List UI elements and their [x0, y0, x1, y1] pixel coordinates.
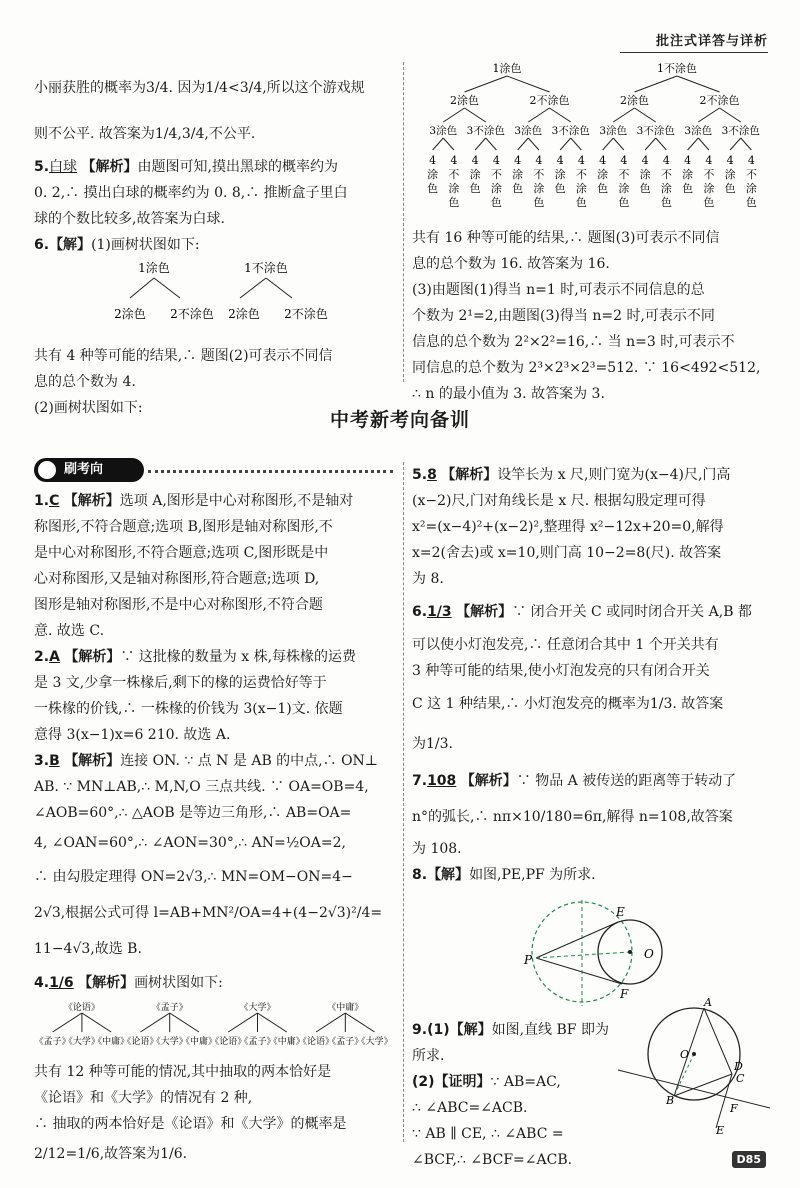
rq5-line: (x−2)尺,门对角线长是 x 尺. 根据勾股定理可得: [412, 493, 706, 509]
tree2-leaf: 色: [575, 196, 587, 209]
tree2-root: 1不涂色: [657, 62, 697, 75]
q5-line-1: 由题图可知,摸出黑球的概率约为: [137, 159, 338, 175]
tree2-leaf: 涂: [490, 182, 502, 195]
tree1-root-1: 1涂色: [138, 261, 170, 275]
tree2-leaf: 色: [660, 196, 672, 209]
tree2-leaf: 4: [684, 154, 692, 167]
tree2-leaf: 涂: [575, 182, 587, 195]
rq7-line: n°的弧长,∴ nπ×10/180=6π,解得 n=108,故答案: [412, 809, 733, 825]
q3-line: 2√3,根据公式可得 l=AB+MN²/OA=4+(4−2√3)²/4=: [34, 905, 383, 921]
tree2-leaf: 4: [641, 154, 649, 167]
q4-answer: 1/6: [49, 975, 74, 991]
q3-line: 4, ∠OAN=60°,∴ ∠AON=30°,∴ AN=½OA=2,: [34, 835, 346, 851]
tree2-leaf: 色: [490, 196, 502, 209]
book-branch: [228, 1013, 257, 1032]
book-leaf: 《中庸》: [180, 1037, 217, 1047]
q5-number: 5.: [34, 159, 50, 175]
tree2-leaf: 4: [620, 154, 628, 167]
tree2-leaf: 4: [599, 154, 607, 167]
tree2-branch: [465, 76, 508, 92]
tree2-leaf: 4: [662, 154, 670, 167]
rq7-tag: 【解析】: [460, 773, 517, 789]
tree2-branch: [741, 138, 752, 150]
tree2-branch: [475, 138, 486, 150]
q3-line: ∠AOB=60°,∴ △AOB 是等边三角形,∴ AB=OA=: [34, 805, 352, 821]
rq6-line: 为1/3.: [412, 736, 453, 752]
book-leaf: 《大学》: [151, 1037, 188, 1047]
rq8-tag: 【解】: [427, 867, 470, 883]
tr-line-7: ∴ n 的最小值为 3. 故答案为 3.: [412, 386, 605, 402]
tree2-leaf: 涂: [703, 182, 715, 195]
tree2-leaf: 4: [492, 154, 500, 167]
tree2-leaf: 色: [533, 196, 545, 209]
q3-line: ∴ 由勾股定理得 ON=2√3,∴ MN=OM−ON=4−: [34, 869, 353, 885]
tree2-leaf: 涂: [597, 168, 609, 181]
rq7-number: 7.: [412, 773, 428, 789]
tree2-leaf: 4: [450, 154, 458, 167]
tree-diagram-1: [34, 258, 394, 334]
tree2-branch: [656, 138, 667, 150]
tree2-leaf: 4: [705, 154, 713, 167]
tr-line-2: 息的总个数为 16. 故答案为 16.: [412, 256, 610, 272]
tree2-branch: [518, 138, 529, 150]
rq6-line: 可以使小灯泡发亮,∴ 任意闭合其中 1 个开关共有: [412, 637, 719, 653]
fig9-label-o: O: [680, 1048, 690, 1061]
tree2-leaf: 4: [556, 154, 564, 167]
section-badge: [34, 458, 144, 482]
tree2-branch: [528, 138, 539, 150]
book-leaf: 《中庸》: [268, 1037, 305, 1047]
tree2-leaf: 色: [618, 196, 630, 209]
rq8-line: 如图,PE,PF 为所求.: [469, 867, 596, 883]
tree2-level3: 3涂色: [599, 125, 628, 137]
column-divider: [403, 62, 404, 382]
rq7-line: 为 108.: [412, 841, 462, 857]
rq6-line: C 这 1 种结果,∴ 小灯泡发亮的概率为1/3. 故答案: [412, 696, 724, 712]
tr-line-6: 同信息的总个数为 2³×2³×2³=512. ∵ 16<492<512,: [412, 360, 761, 376]
q2-line: 是 3 文,少拿一株椽后,剩下的椽的运费恰好等于: [34, 675, 327, 691]
tree2-branch: [560, 138, 571, 150]
book-leaf: 《论语》: [210, 1037, 247, 1047]
q3-number: 3.: [34, 753, 50, 769]
book-leaf: 《论语》: [298, 1037, 335, 1047]
rq5-tag: 【解析】: [441, 467, 498, 483]
tree2-leaf: 4: [514, 154, 522, 167]
q4-line: 2/12=1/6,故答案为1/6.: [34, 1146, 188, 1162]
tree2-leaf: 涂: [724, 168, 736, 181]
tree2-leaf: 涂: [682, 168, 694, 181]
q5-answer: 白球: [49, 159, 78, 175]
section-title: 中考新考向备训: [329, 409, 470, 431]
tree2-branch: [550, 108, 571, 122]
rq7-line: ∵ 物品 A 被传送的距离等于转动了: [516, 773, 737, 789]
q1-line: 心对称图形,又是轴对称图形,符合题意;选项 D,: [34, 571, 320, 587]
q5-line-2: 0. 2,∴ 摸出白球的概率约为 0. 8,∴ 推断盒子里白: [34, 185, 348, 201]
q1-line: 是中心对称图形,不符合题意;选项 C,图形既是中: [34, 545, 329, 561]
tree2-branch: [677, 76, 720, 92]
dotted-rule: [148, 470, 393, 473]
tree2-leaf: 涂: [745, 182, 757, 195]
tree2-leaf: 色: [639, 182, 651, 195]
tree2-leaf: 4: [577, 154, 585, 167]
fig9-label-a: A: [704, 996, 712, 1009]
header-title: 批注式详答与详析: [655, 34, 768, 49]
prob-text-1: 小丽获胜的概率为3/4. 因为1/4<3/4,所以这个游戏规: [34, 80, 365, 96]
page-number: D85: [732, 1151, 766, 1168]
top-left-column: [34, 62, 394, 421]
q2-tag: 【解析】: [64, 649, 121, 665]
book-root: 《论语》: [63, 1003, 100, 1013]
q1-line: 意. 故选 C.: [34, 623, 105, 639]
tree2-leaf: 4: [471, 154, 479, 167]
rq9-tag: (1)【解】: [427, 1022, 492, 1038]
tree2-leaf: 不: [490, 168, 502, 181]
fig9-label-d: D: [734, 1060, 743, 1073]
book-branch: [316, 1013, 345, 1032]
q5-tag: 【解析】: [81, 159, 138, 175]
fig8-label-o: O: [644, 947, 654, 961]
tree2-leaf: 色: [554, 182, 566, 195]
q1-line: 称图形,不符合题意;选项 B,图形是轴对称图形,不: [34, 519, 333, 535]
tree2-branch: [698, 138, 709, 150]
book-leaf: 《中庸》: [93, 1037, 130, 1047]
fig8-label-f: F: [620, 987, 629, 1001]
q1-line: 选项 A,图形是中心对称图形,不是轴对: [119, 493, 354, 509]
tree2-branch: [528, 108, 549, 122]
q2-number: 2.: [34, 649, 50, 665]
tree2-level3: 3涂色: [429, 125, 458, 137]
tree2-leaf: 不: [660, 168, 672, 181]
tree-diagram-2: [412, 58, 772, 216]
q6-line-2: 共有 4 种等可能的结果,∴ 题图(2)可表示不同信: [34, 348, 333, 364]
rq6-line: 3 种等可能的结果,使小灯泡发亮的只有闭合开关: [412, 663, 710, 679]
book-leaf: 《大学》: [63, 1037, 100, 1047]
rq9-line: 如图,直线 BF 即为: [491, 1022, 609, 1038]
book-root: 《中庸》: [327, 1003, 364, 1013]
rq7-answer: 108: [427, 773, 457, 789]
tree2-leaf: 不: [745, 168, 757, 181]
bottom-left-column: [34, 488, 394, 1171]
tree2-leaf: 色: [745, 196, 757, 209]
q3-tag: 【解析】: [64, 753, 121, 769]
fig8-label-p: P: [524, 953, 533, 967]
q6-number: 6.: [34, 237, 50, 253]
rq6-number: 6.: [412, 604, 428, 620]
tree2-branch: [613, 138, 624, 150]
tree2-leaf: 色: [724, 182, 736, 195]
header-rule: [620, 52, 768, 53]
book-branch: [345, 1013, 374, 1032]
rq9-line: ∵ AB ∥ CE, ∴ ∠ABC =: [412, 1126, 564, 1142]
q4-line: ∴ 抽取的两本恰好是《论语》和《大学》的概率是: [34, 1116, 347, 1132]
tree2-leaf: 涂: [618, 182, 630, 195]
tree2-leaf: 涂: [512, 168, 524, 181]
tree2-leaf: 色: [703, 196, 715, 209]
book-branch: [258, 1013, 287, 1032]
tree2-leaf: 4: [429, 154, 437, 167]
tree2-leaf: 4: [535, 154, 543, 167]
q4-tag: 【解析】: [78, 975, 135, 991]
rq5-line: 为 8.: [412, 571, 444, 587]
tree2-leaf: 不: [618, 168, 630, 181]
tree2-branch: [443, 108, 464, 122]
tree2-leaf: 涂: [448, 182, 460, 195]
tree2-level3: 3不涂色: [466, 125, 505, 137]
pen-icon: [38, 461, 56, 479]
tree2-branch: [720, 108, 741, 122]
tree1-leaf-2: 2不涂色: [170, 307, 214, 321]
q5-line-3: 球的个数比较多,故答案为白球.: [34, 211, 225, 227]
tree2-leaf: 色: [469, 182, 481, 195]
tree2-level3: 3涂色: [684, 125, 713, 137]
rq6-line: ∵ 闭合开关 C 或同时闭合开关 A,B 都: [512, 604, 752, 620]
rq5-line: x²=(x−4)²+(x−2)²,整理得 x²−12x+20=0,解得: [412, 519, 724, 535]
tree2-branch: [688, 138, 699, 150]
tree2-branch: [603, 138, 614, 150]
tree2-branch: [698, 108, 719, 122]
tree2-leaf: 涂: [639, 168, 651, 181]
q6-tag: 【解】: [49, 237, 92, 253]
tree2-branch: [507, 76, 550, 92]
rq9-line: ∵ AB=AC,: [490, 1074, 561, 1090]
tree2-branch: [571, 138, 582, 150]
q4-line: 画树状图如下:: [134, 975, 223, 991]
rq9-number: 9.: [412, 1022, 428, 1038]
tree2-level3: 3涂色: [514, 125, 543, 137]
column-divider-2: [403, 462, 404, 1142]
rq6-tag: 【解析】: [456, 604, 513, 620]
q4-line: 《论语》和《大学》的情况有 2 种,: [34, 1090, 253, 1106]
rq5-line: 设竿长为 x 尺,则门宽为(x−4)尺,门高: [497, 467, 731, 483]
q1-number: 1.: [34, 493, 50, 509]
top-right-column: [412, 58, 772, 407]
tree2-branch: [486, 138, 497, 150]
q3-line: 11−4√3,故选 B.: [34, 941, 142, 957]
book-leaf: 《论语》: [122, 1037, 159, 1047]
rq8-number: 8.: [412, 867, 428, 883]
badge-label: 刷考向: [64, 462, 104, 477]
tree2-branch: [433, 138, 444, 150]
tr-line-3: (3)由题图(1)得当 n=1 时,可表示不同信息的总: [412, 282, 705, 298]
book-branch: [53, 1013, 82, 1032]
tree1-leaf-3: 2涂色: [228, 307, 260, 321]
q3-line: AB. ∵ MN⊥AB,∴ M,N,O 三点共线. ∵ OA=OB=4,: [34, 779, 369, 795]
tree2-leaf: 色: [682, 182, 694, 195]
prob-text-2: 则不公平. 故答案为1/4,3/4,不公平.: [34, 126, 256, 142]
tree2-leaf: 色: [427, 182, 439, 195]
rq9-line: 所求.: [412, 1048, 445, 1064]
q6-line-3: 息的总个数为 4.: [34, 374, 136, 390]
book-branch: [82, 1013, 111, 1032]
tree2-branch: [635, 76, 678, 92]
tree2-leaf: 涂: [427, 168, 439, 181]
q1-line: 图形是轴对称图形,不是中心对称图形,不符合题: [34, 597, 323, 613]
tree2-root: 1涂色: [492, 62, 522, 75]
tree1-root-2: 1不涂色: [244, 261, 288, 275]
rq5-answer: 8: [427, 467, 437, 483]
tree2-branch: [635, 108, 656, 122]
tree2-leaf: 色: [448, 196, 460, 209]
book-branch: [170, 1013, 199, 1032]
book-leaf: 《孟子》: [327, 1037, 364, 1047]
tr-line-1: 共有 16 种等可能的结果,∴ 题图(3)可表示不同信: [412, 230, 720, 246]
tree2-leaf: 涂: [660, 182, 672, 195]
q4-number: 4.: [34, 975, 50, 991]
q2-answer: A: [49, 649, 60, 665]
tree1-leaf-4: 2不涂色: [284, 307, 328, 321]
fig9-label-b: B: [666, 1094, 675, 1107]
tree2-leaf: 色: [512, 182, 524, 195]
tree2-branch: [613, 108, 634, 122]
tree2-leaf: 4: [726, 154, 734, 167]
fig9-label-e: E: [716, 1124, 725, 1136]
fig8-label-e: E: [616, 905, 625, 919]
fig9-label-c: C: [736, 1072, 745, 1085]
book-leaf: 《大学》: [356, 1037, 393, 1047]
figure-9-circle: [612, 996, 772, 1136]
tree1-leaf-1: 2涂色: [114, 307, 146, 321]
q2-line: ∵ 这批椽的数量为 x 株,每株椽的运费: [120, 649, 357, 665]
rq5-line: x=2(舍去)或 x=10,则门高 10−2=8(尺). 故答案: [412, 545, 722, 561]
tr-line-5: 信息的总个数为 2²×2²=16,∴ 当 n=3 时,可表示不: [412, 334, 735, 350]
tree2-branch: [730, 138, 741, 150]
tree2-level2: 2涂色: [620, 94, 649, 107]
tree2-level2: 2不涂色: [699, 94, 740, 107]
tree2-leaf: 色: [597, 182, 609, 195]
q6-line-1: (1)画树状图如下:: [91, 237, 200, 253]
rq5-number: 5.: [412, 467, 428, 483]
q1-tag: 【解析】: [63, 493, 120, 509]
book-root: 《孟子》: [151, 1003, 188, 1013]
tree2-level3: 3不涂色: [721, 125, 760, 137]
tree2-leaf: 涂: [469, 168, 481, 181]
rq9-line: ∠BCF,∴ ∠BCF=∠ACB.: [412, 1152, 573, 1168]
tree2-leaf: 不: [703, 168, 715, 181]
tree2-branch: [645, 138, 656, 150]
q2-line: 一株椽的价钱,∴ 一株椽的价钱为 3(x−1)文. 依题: [34, 701, 343, 717]
tree2-level3: 3不涂色: [551, 125, 590, 137]
book-tree-diagram: [34, 1000, 394, 1050]
q4-line: 共有 12 种等可能的情况,其中抽取的两本恰好是: [34, 1064, 332, 1080]
tree2-leaf: 4: [747, 154, 755, 167]
book-leaf: 《孟子》: [239, 1037, 276, 1047]
tree2-level3: 3不涂色: [636, 125, 675, 137]
tree2-level2: 2不涂色: [529, 94, 570, 107]
figure-8-tangents: [412, 888, 772, 1008]
book-leaf: 《孟子》: [34, 1037, 71, 1047]
book-root: 《大学》: [239, 1003, 276, 1013]
rq6-answer: 1/3: [427, 604, 452, 620]
q2-line: 意得 3(x−1)x=6 210. 故选 A.: [34, 727, 231, 743]
tree2-leaf: 不: [533, 168, 545, 181]
fig9-label-f: F: [730, 1102, 738, 1115]
tree2-leaf: 不: [448, 168, 460, 181]
rq9-line: ∴ ∠ABC=∠ACB.: [412, 1100, 528, 1116]
tr-line-4: 个数为 2¹=2,由题图(3)得当 n=2 时,可表示不同: [412, 308, 715, 324]
rq9-proof-tag: (2)【证明】: [412, 1074, 491, 1090]
tree2-level2: 2涂色: [450, 94, 479, 107]
tree2-leaf: 涂: [533, 182, 545, 195]
q6-line-4: (2)画树状图如下:: [34, 400, 143, 416]
book-branch: [140, 1013, 169, 1032]
tree2-branch: [465, 108, 486, 122]
tree2-branch: [443, 138, 454, 150]
q3-answer: B: [49, 753, 60, 769]
page-header: [0, 0, 800, 58]
tree2-leaf: 涂: [554, 168, 566, 181]
q1-answer: C: [49, 493, 60, 509]
tree2-leaf: 不: [575, 168, 587, 181]
q3-line: 连接 ON. ∵ 点 N 是 AB 的中点,∴ ON⊥: [120, 753, 378, 769]
